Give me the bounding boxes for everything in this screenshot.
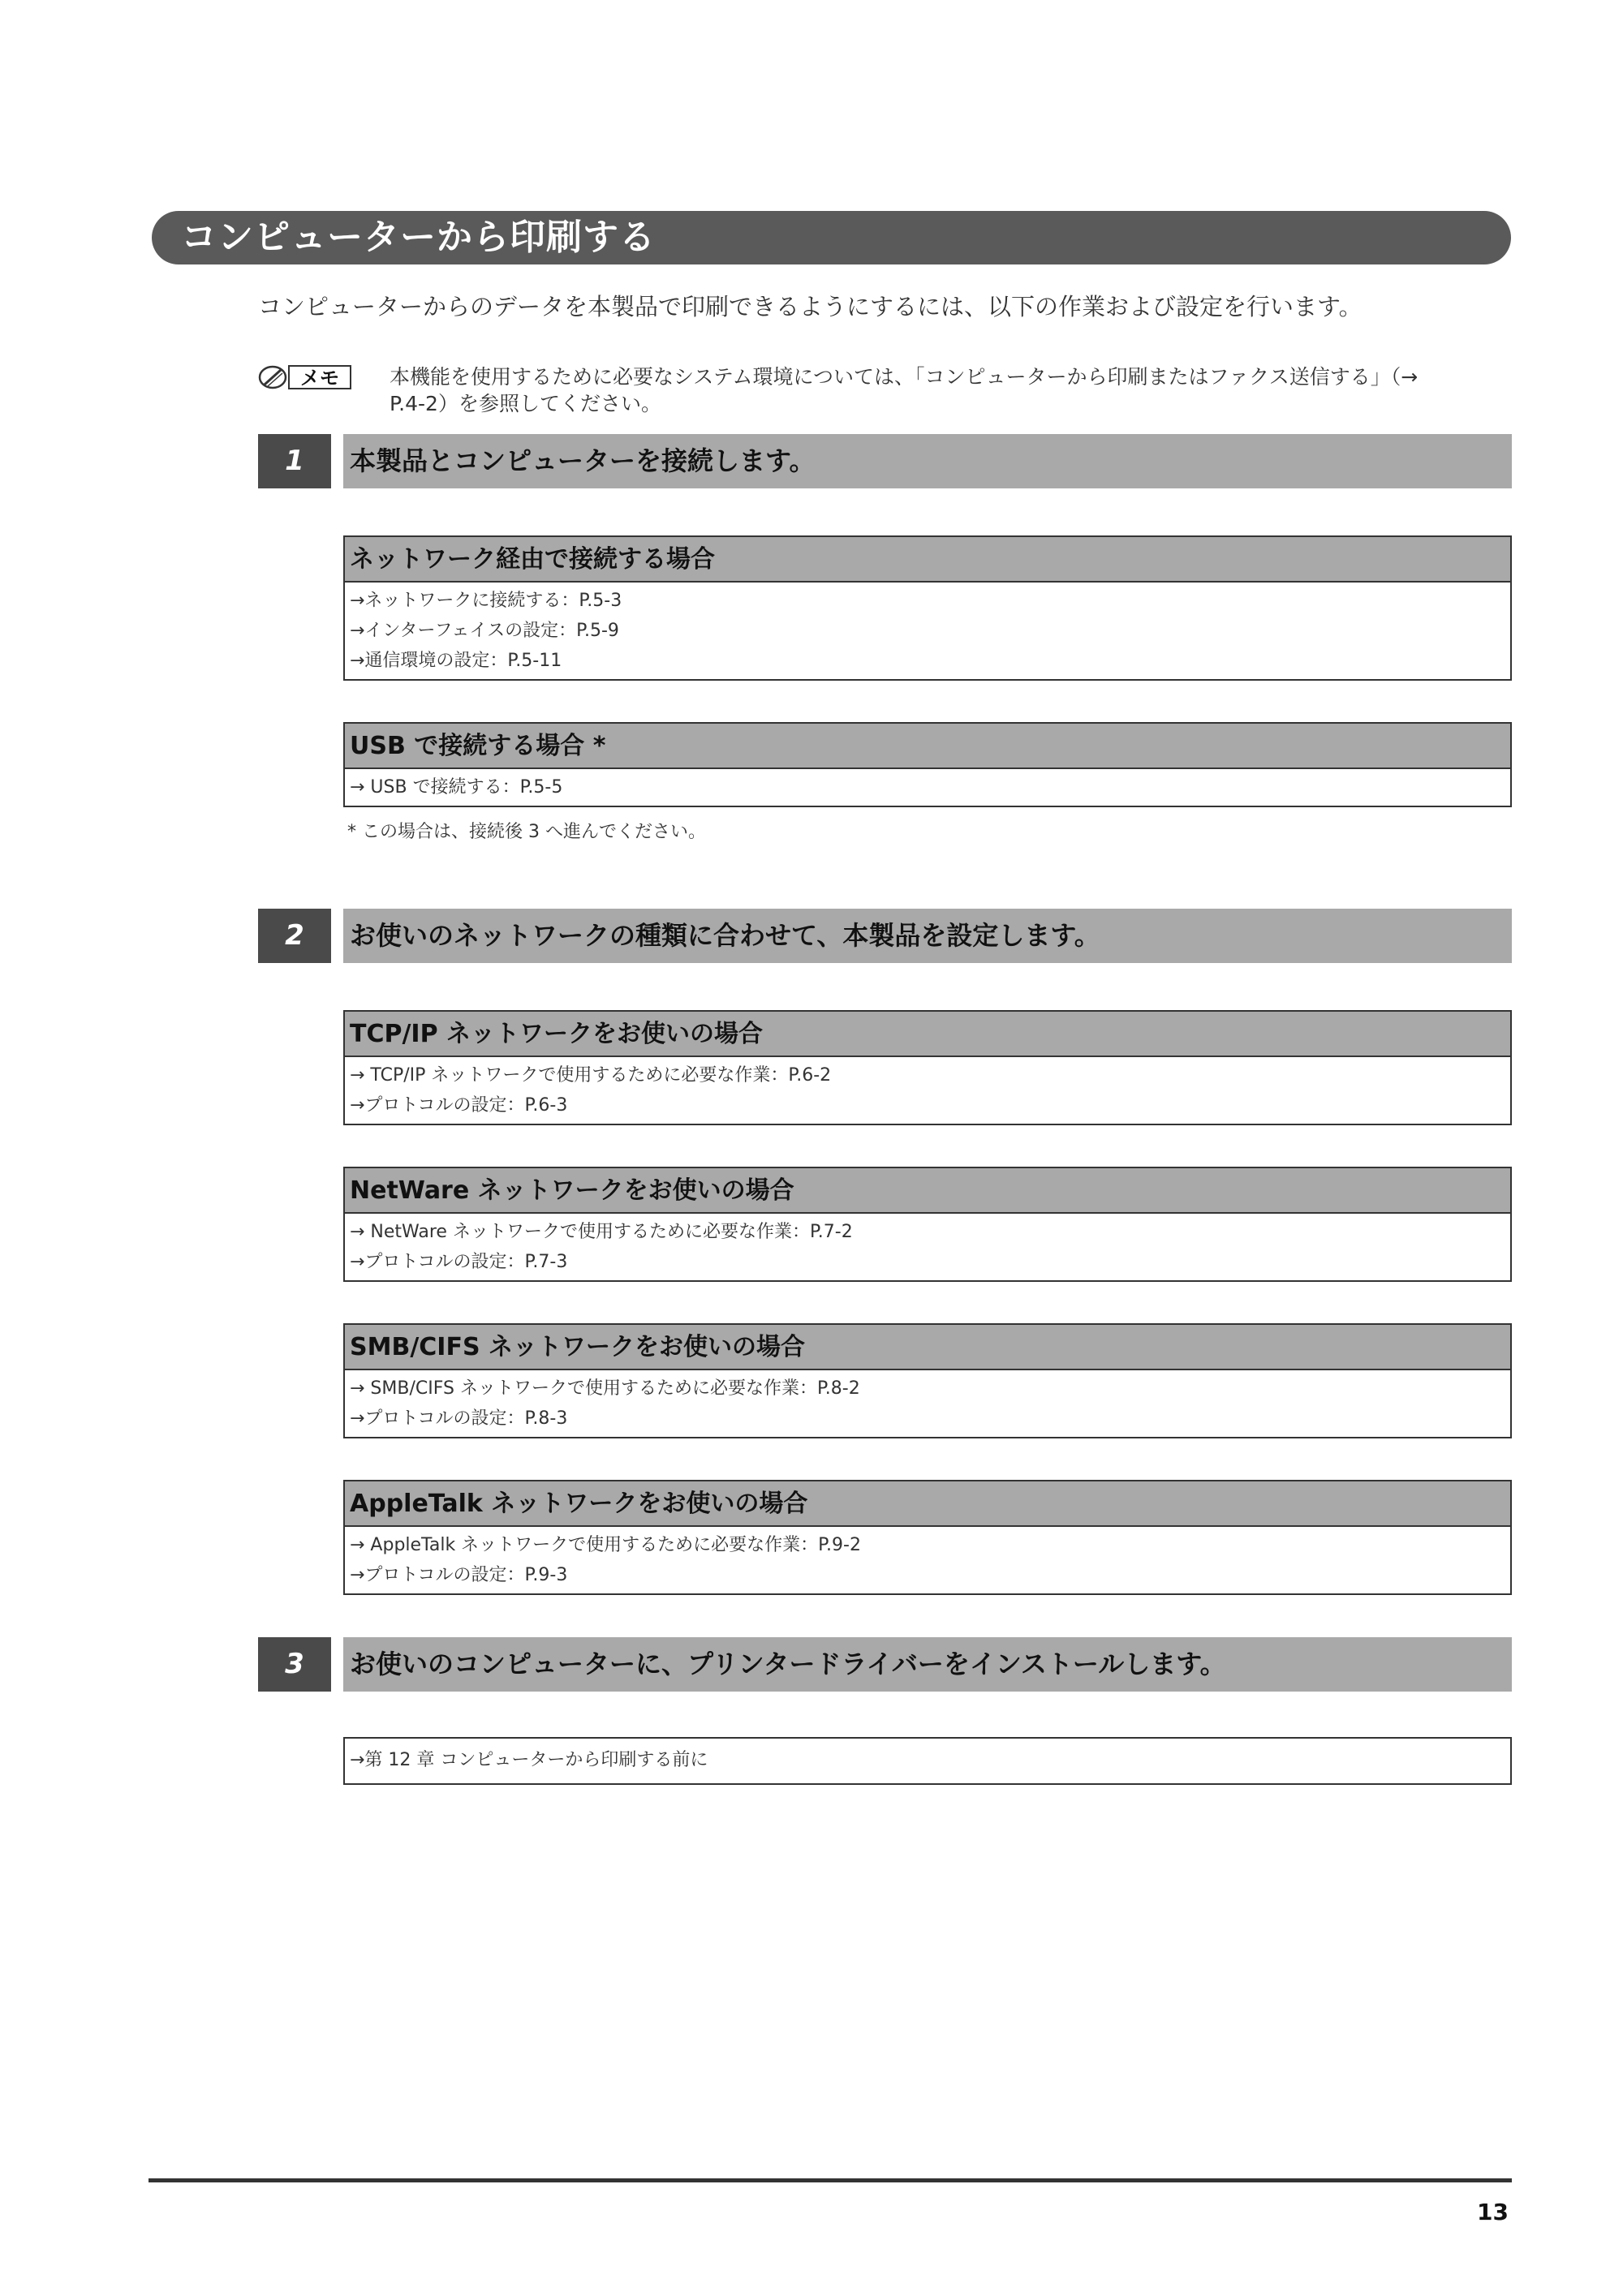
box-title: USB で接続する場合 * — [345, 724, 1510, 769]
box-line: →インターフェイスの設定：P.5-9 — [350, 621, 619, 641]
step-heading-2: お使いのネットワークの種類に合わせて、本製品を設定します。 — [343, 909, 1512, 963]
memo-icon — [258, 363, 354, 391]
step-heading-3: お使いのコンピューターに、プリンタードライバーをインストールします。 — [343, 1637, 1512, 1692]
usb-note: * この場合は、接続後 3 へ進んでください。 — [347, 822, 706, 842]
info-box-appletalk — [343, 1480, 1512, 1595]
info-box-tcpip — [343, 1010, 1512, 1125]
box-line: →通信環境の設定：P.5-11 — [350, 651, 562, 671]
box-line: → NetWare ネットワークで使用するために必要な作業：P.7-2 — [350, 1222, 853, 1242]
memo-line-1: 本機能を使用するために必要なシステム環境については、「コンピューターから印刷またはファクス送信する」（→ — [390, 365, 1419, 389]
box-line: → SMB/CIFS ネットワークで使用するために必要な作業：P.8-2 — [350, 1378, 860, 1399]
info-box-usb — [343, 722, 1512, 807]
info-box-smbcifs — [343, 1323, 1512, 1438]
page-number: 13 — [1477, 2199, 1509, 2225]
box-line: →プロトコルの設定：P.9-3 — [350, 1565, 568, 1585]
info-box-driver — [343, 1737, 1512, 1785]
footer-rule — [149, 2178, 1512, 2182]
box-line: → USB で接続する：P.5-5 — [350, 777, 563, 798]
box-title: TCP/IP ネットワークをお使いの場合 — [345, 1012, 1510, 1057]
step-number-1: 1 — [258, 434, 331, 488]
box-title: NetWare ネットワークをお使いの場合 — [345, 1168, 1510, 1214]
info-box-network — [343, 535, 1512, 681]
box-line: →ネットワークに接続する：P.5-3 — [350, 591, 622, 611]
memo-line-2: P.4-2）を参照してください。 — [390, 392, 661, 415]
step-number-3: 3 — [258, 1637, 331, 1692]
box-title: SMB/CIFS ネットワークをお使いの場合 — [345, 1325, 1510, 1370]
box-title: AppleTalk ネットワークをお使いの場合 — [345, 1481, 1510, 1527]
box-title: ネットワーク経由で接続する場合 — [345, 537, 1510, 583]
box-line: → TCP/IP ネットワークで使用するために必要な作業：P.6-2 — [350, 1065, 832, 1086]
box-line: →プロトコルの設定：P.8-3 — [350, 1408, 568, 1429]
step-number-2: 2 — [258, 909, 331, 963]
box-line: →第 12 章 コンピューターから印刷する前に — [350, 1750, 708, 1770]
memo-text — [390, 363, 1518, 417]
box-line: → AppleTalk ネットワークで使用するために必要な作業：P.9-2 — [350, 1535, 861, 1555]
pencil-icon — [260, 367, 286, 388]
page-title: コンピューターから印刷する — [181, 217, 656, 258]
info-box-netware — [343, 1167, 1512, 1282]
box-line: →プロトコルの設定：P.6-3 — [350, 1095, 568, 1116]
box-line: →プロトコルの設定：P.7-3 — [350, 1252, 568, 1272]
intro-text: コンピューターからのデータを本製品で印刷できるようにするには、以下の作業および設定を行います。 — [258, 293, 1363, 320]
section-title-bar — [152, 211, 1511, 264]
memo-label: メモ — [300, 367, 339, 389]
step-heading-1: 本製品とコンピューターを接続します。 — [343, 434, 1512, 488]
